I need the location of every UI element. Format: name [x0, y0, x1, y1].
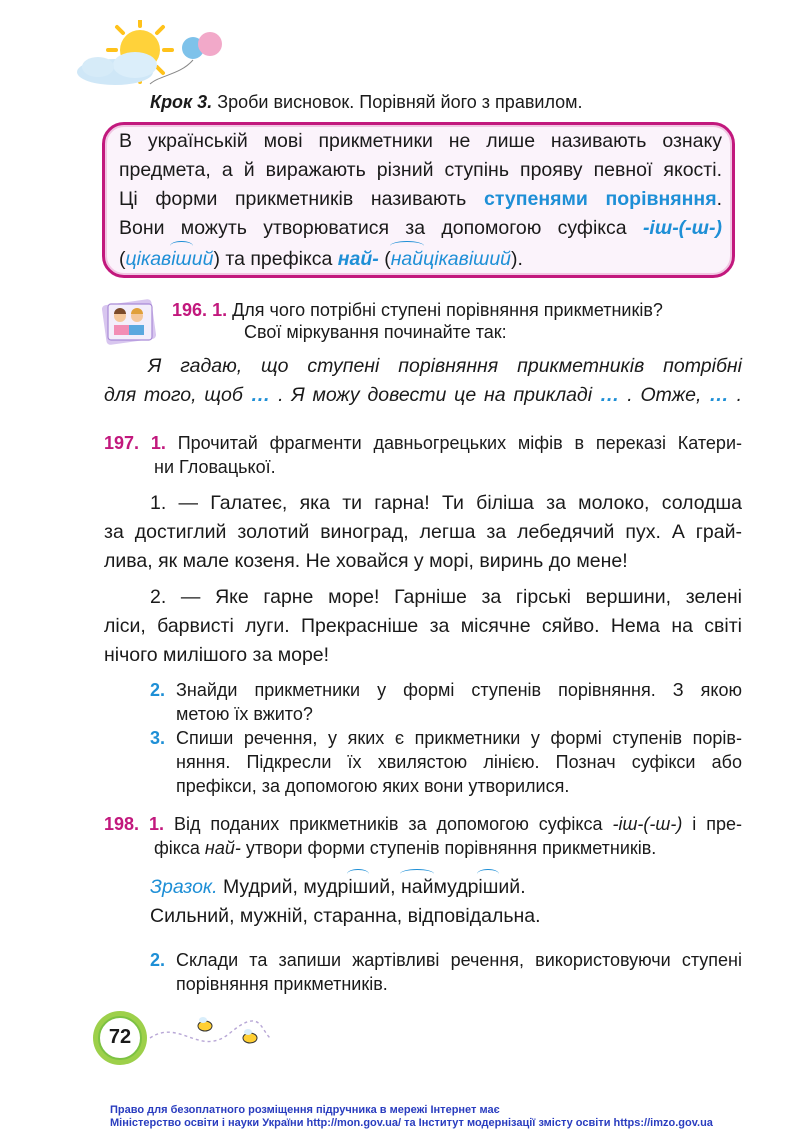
ex196-task: 196. 1. Для чого потрібні ступені порівняння прикметників? Свої міркування починайте так:: [172, 299, 742, 343]
example-1: цікавіший: [126, 248, 214, 270]
ex196-line2: Свої міркування починайте так:: [244, 322, 507, 342]
step-label: Крок 3.: [150, 92, 213, 112]
ex196-sub: 1.: [212, 300, 228, 320]
step-text: Зроби висновок. Порівняй його з правилом.: [217, 92, 583, 112]
footer-line-2: Міністерство освіти і науки України http://mon.gov.ua/ та Інститут модернізації змісту освіти https://imzo.gov.ua: [110, 1117, 713, 1129]
ex196-number: 196.: [172, 300, 208, 320]
term-degrees: ступенями порівняння: [483, 188, 717, 210]
bee-icon: [198, 1017, 212, 1031]
sun-cloud-illustration: [60, 20, 230, 90]
ex197-number: 197.: [104, 433, 140, 453]
ex196-quote: [104, 352, 742, 410]
rule-line-5: (цікавіший) та префікса най- (найцікавіший).: [119, 245, 722, 274]
ex198-number: 198.: [104, 814, 140, 834]
rule-line-3: Ці форми прикметників називають ступенями порівняння.: [119, 188, 723, 210]
bee-icon-2: [243, 1029, 257, 1043]
ex197-myth-2: 2. — Яке гарне море! Гарніше за гірські вершини, зелені ліси, барвисті луги. Прекрасніше за місячне сяйво. Нема на світі нічого милішого за море!: [104, 586, 742, 666]
page-number: 72: [108, 1026, 132, 1048]
ex197-task-3: 3. Спиши речення, у яких є прикметники у формі ступенів порів- няння. Підкресли їх хвилястою лінією. Познач суфікси або префікси, за допомогою яких вони утворилися.: [150, 728, 742, 796]
ex198-sub: 1.: [149, 814, 165, 834]
ex198-task-2: 2. Склади та запиши жартівливі речення, використовуючи ступені порівняння прикметників.: [150, 950, 742, 994]
ex198-sample: Зразок. Мудрий, мудріший, наймудріший.: [150, 873, 742, 902]
ex196-quote-1: Я гадаю, що ступені порівняння прикметників потрібні: [148, 355, 742, 377]
footer: [110, 1104, 790, 1130]
ex196-quote-2: для того, щоб … . Я можу довести це на прикладі … . Отже, … .: [104, 384, 743, 406]
ex197-task: 197. 1. Прочитай фрагменти давньогрецьких міфів в переказі Катери- ни Гловацької.: [104, 433, 742, 477]
ex198-words: Сильний, мужній, старанна, відповідальна.: [150, 905, 541, 927]
ex198-task: 198. 1. Від поданих прикметників за допомогою суфікса -іш-(-ш-) і пре- фікса най- утвори форми ступенів порівняння прикметників.: [104, 814, 742, 858]
example-2: найцікавіший: [391, 248, 511, 270]
rule-line-4: Вони можуть утворюватися за допомогою суфікса -іш-(-ш-): [119, 217, 722, 239]
footer-line-1: Право для безоплатного розміщення підручника в мережі Інтернет має: [110, 1104, 500, 1116]
prefix-term: най-: [337, 248, 379, 270]
sample-label: Зразок.: [150, 876, 218, 898]
rule-line-2: предмета, а й виражають різний ступінь прояву певної якості.: [119, 159, 722, 181]
ex197-task-2: 2. Знайди прикметники у формі ступенів порівняння. З якою метою їх вжито?: [150, 680, 742, 724]
ex197-line2: ни Гловацької.: [154, 457, 276, 477]
ex197-sub: 1.: [150, 433, 166, 453]
pair-work-icon: [100, 296, 158, 346]
suffix-term: -іш-(-ш-): [642, 217, 722, 239]
rule-text: [119, 127, 722, 274]
step-line: [150, 92, 583, 113]
rule-line-1: В українській мові прикметники не лише називають ознаку: [119, 130, 722, 152]
ex197-myth-1: 1. — Галатеє, яка ти гарна! Ти біліша за молоко, солодша за достиглий золотий виноград, легша за лебедячий пух. А грай- лива, як мале козеня. Не ховайся у морі, виринь до мене!: [104, 492, 742, 572]
